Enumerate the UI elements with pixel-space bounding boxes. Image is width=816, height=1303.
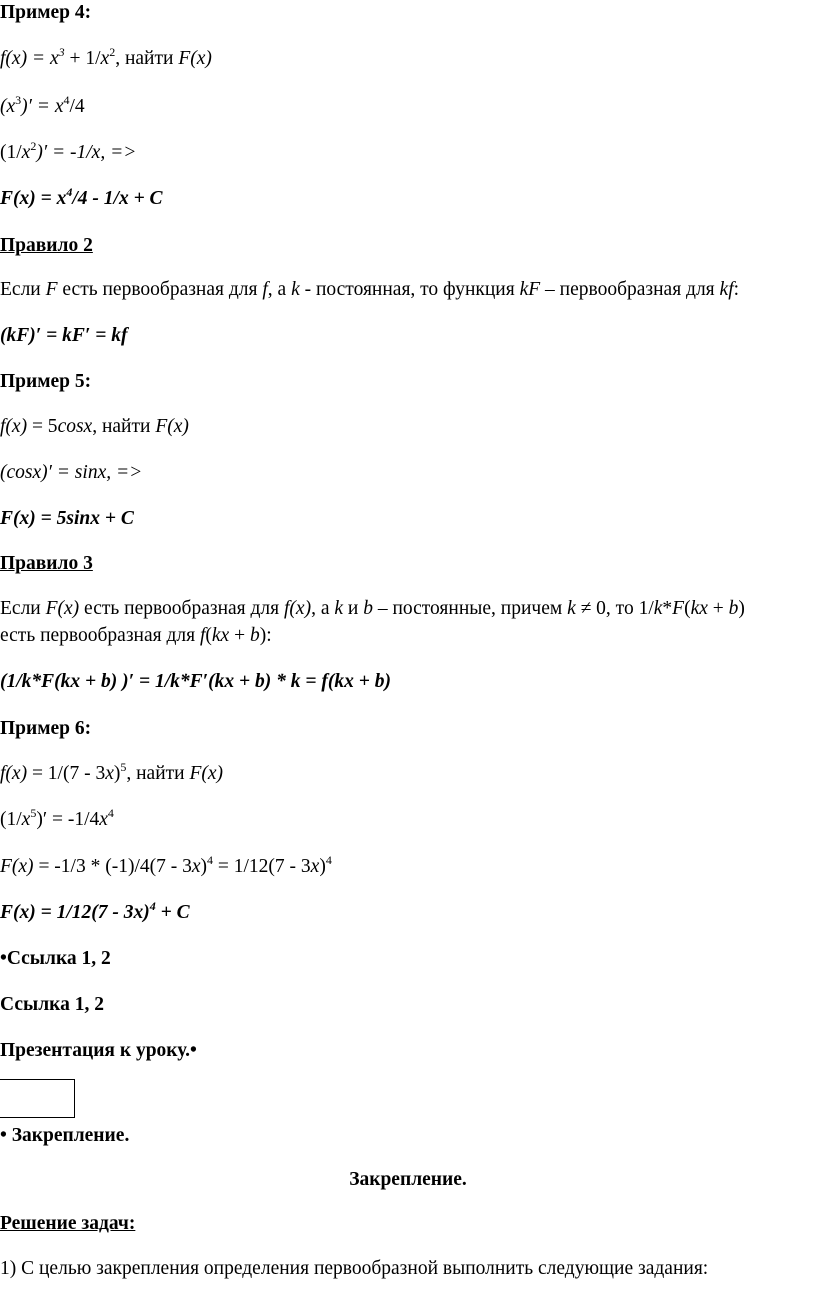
example-6-title: Пример 6:: [0, 718, 92, 739]
example-5-title: Пример 5:: [0, 371, 92, 392]
rule-3-text-line-1: Если F(x) есть первообразная для f(x), а k и b – постоянные, причем k ≠ 0, то 1/k*F(kx + b): [0, 598, 745, 619]
empty-image-frame: [0, 1079, 75, 1118]
example-5-function: f(x) = 5cosx, найти F(x): [0, 416, 189, 437]
bullet-icon: •: [189, 1040, 197, 1061]
example-4-function: $f(x) = x^3 + 1/x^2$, найти F(x): [0, 44, 212, 69]
rule-2-title: Правило 2: [0, 235, 93, 256]
task-1-text: 1) С целью закрепления определения первообразной выполнить следующие задания:: [0, 1258, 709, 1279]
rule-2-text: Если F есть первообразная для f, а k - постоянная, то функция kF – первообразная для kf:: [0, 279, 740, 300]
bullet-icon: •: [0, 1125, 7, 1146]
example-4-derivative-2: $(1/x^2)' = -1/x$, =>: [0, 138, 137, 163]
bullet-icon: •: [0, 948, 7, 969]
example-4-derivative-1: $(x^3)' = x^4/4$: [0, 92, 85, 117]
example-5-result: F(x) = 5sinx + C: [0, 508, 134, 529]
consolidation-heading: Закрепление.: [349, 1169, 467, 1190]
link-2[interactable]: Ссылка 1, 2: [0, 994, 104, 1015]
rule-2-formula: (kF)′ = kF′ = kf: [0, 325, 128, 346]
consolidation-bullet-item: • Закрепление.: [0, 1125, 130, 1146]
rule-3-title: Правило 3: [0, 553, 93, 574]
example-6-derivative: $(1/x^5)' = -1/4x^4$: [0, 805, 114, 830]
example-6-result: F(x) = 1/12(7 - 3x)$^4$ + C: [0, 898, 190, 923]
rule-3-text-line-2: есть первообразная для f(kx + b):: [0, 625, 272, 646]
example-6-function: f(x) = 1/(7 - 3x)$^5$, найти F(x): [0, 759, 224, 784]
link-1-item[interactable]: [0, 947, 111, 971]
solve-tasks-heading: Решение задач:: [0, 1213, 136, 1234]
example-4-result: $F(x) = x^4/4 - 1/x + C$: [0, 184, 163, 209]
presentation-link[interactable]: Презентация к уроку.•: [0, 1040, 197, 1061]
example-5-derivative: (cosx)′ = sinx, =>: [0, 462, 143, 483]
link-1[interactable]: Ссылка 1, 2: [6, 948, 111, 969]
example-4-title: Пример 4:: [0, 2, 92, 23]
example-6-computation: F(x) = -1/3 * (-1)/4(7 - 3x)$^4$ = 1/12(7 - 3x)$^4$: [0, 852, 332, 877]
rule-3-formula: (1/k*F(kx + b) )′ = 1/k*F′(kx + b) * k = f(kx + b): [0, 671, 391, 692]
